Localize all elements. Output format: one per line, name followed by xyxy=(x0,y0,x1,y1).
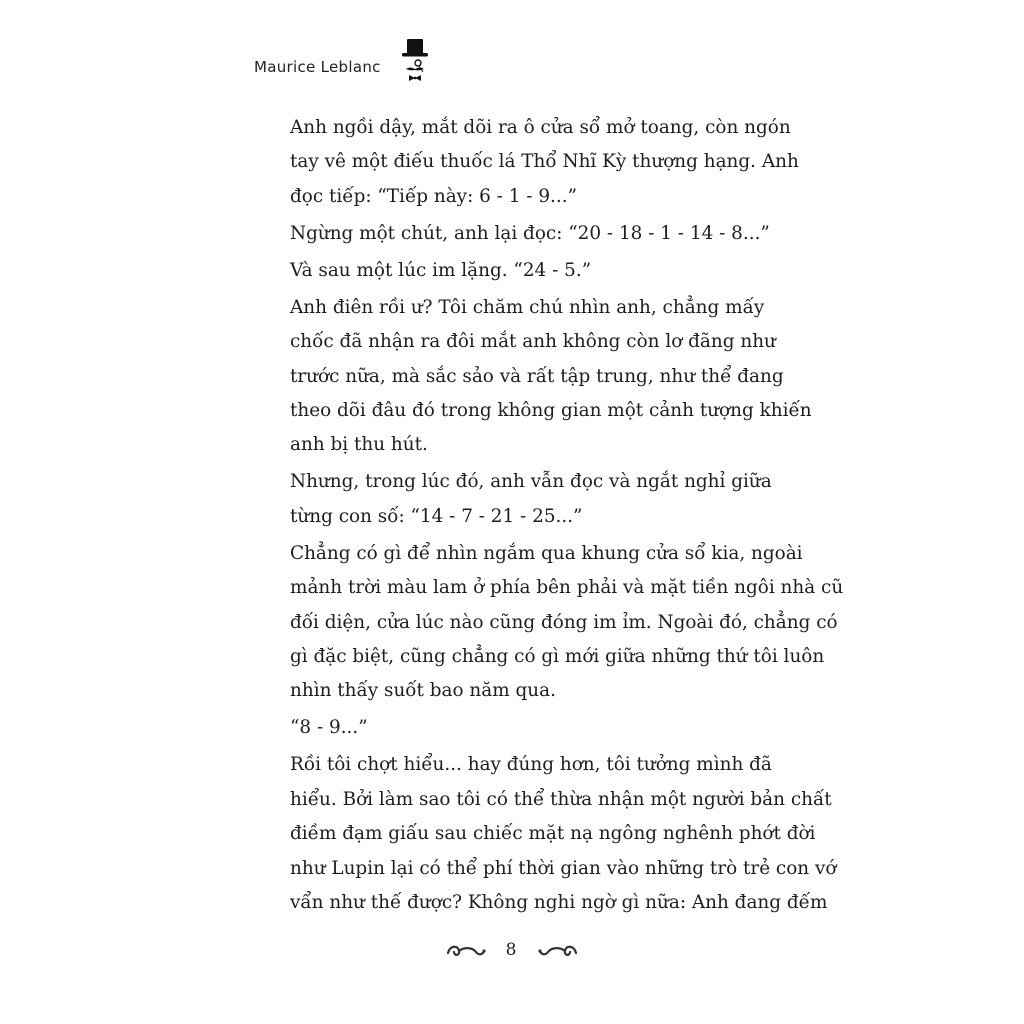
page-footer xyxy=(446,936,578,968)
paragraph xyxy=(253,291,812,463)
text-line: Và sau một lúc im lặng. “24 - 5.” xyxy=(290,259,592,281)
text-line: trước nữa, mà sắc sảo và rất tập trung, như thể đang xyxy=(290,365,784,387)
paragraph xyxy=(253,217,773,251)
text-line: Ngừng một chút, anh lại đọc: “20 - 18 - 1 - 14 - 8...” xyxy=(290,222,770,244)
text-line: anh bị thu hút. xyxy=(290,434,428,456)
text-line: điềm đạm giấu sau chiếc mặt nạ ngông nghênh phớt đời xyxy=(290,823,816,845)
swirl-ornament-icon xyxy=(538,941,578,961)
text-line: Anh điên rồi ư? Tôi chăm chú nhìn anh, chẳng mấy xyxy=(290,296,765,318)
text-line: gì đặc biệt, cũng chẳng có gì mới giữa những thứ tôi luôn xyxy=(290,646,825,668)
text-line: vẩn như thế được? Không nghi ngờ gì nữa: Anh đang đếm xyxy=(290,892,828,914)
text-line: Chẳng có gì để nhìn ngắm qua khung cửa sổ kia, ngoài xyxy=(290,542,803,564)
paragraph xyxy=(253,254,773,288)
running-header xyxy=(254,38,554,90)
text-line: Rồi tôi chợt hiểu... hay đúng hơn, tôi tưởng mình đã xyxy=(290,754,772,776)
text-line: mảnh trời màu lam ở phía bên phải và mặt tiền ngôi nhà cũ xyxy=(290,577,844,599)
paragraph xyxy=(253,537,844,709)
text-line: Nhưng, trong lúc đó, anh vẫn đọc và ngắt nghỉ giữa xyxy=(290,471,772,493)
paragraph xyxy=(253,711,773,745)
text-line: “8 - 9...” xyxy=(290,717,368,739)
body-text xyxy=(253,111,844,923)
text-line: nhìn thấy suốt bao năm qua. xyxy=(290,680,556,702)
text-line: đối diện, cửa lúc nào cũng đóng im ỉm. Ngoài đó, chẳng có xyxy=(290,611,838,633)
text-line: hiểu. Bởi làm sao tôi có thể thừa nhận một người bản chất xyxy=(290,788,832,810)
text-line: chốc đã nhận ra đôi mắt anh không còn lơ đãng như xyxy=(290,331,776,353)
text-line: Anh ngồi dậy, mắt dõi ra ô cửa sổ mở toang, còn ngón xyxy=(290,117,791,138)
page-number: 8 xyxy=(505,940,517,960)
swirl-ornament-icon xyxy=(446,941,486,961)
text-line: theo dõi đâu đó trong không gian một cảnh tượng khiến xyxy=(290,400,812,422)
paragraph xyxy=(253,748,837,920)
text-line: như Lupin lại có thể phí thời gian vào những trò trẻ con vớ xyxy=(290,857,837,879)
author-name: Maurice Leblanc xyxy=(254,58,381,76)
text-line: đọc tiếp: “Tiếp này: 6 - 1 - 9...” xyxy=(290,185,577,207)
paragraph xyxy=(253,465,773,534)
top-hat-monocle-icon xyxy=(400,38,430,84)
text-line: từng con số: “14 - 7 - 21 - 25...” xyxy=(290,505,583,527)
paragraph xyxy=(253,111,799,214)
text-line: tay vê một điếu thuốc lá Thổ Nhĩ Kỳ thượng hạng. Anh xyxy=(290,151,799,173)
